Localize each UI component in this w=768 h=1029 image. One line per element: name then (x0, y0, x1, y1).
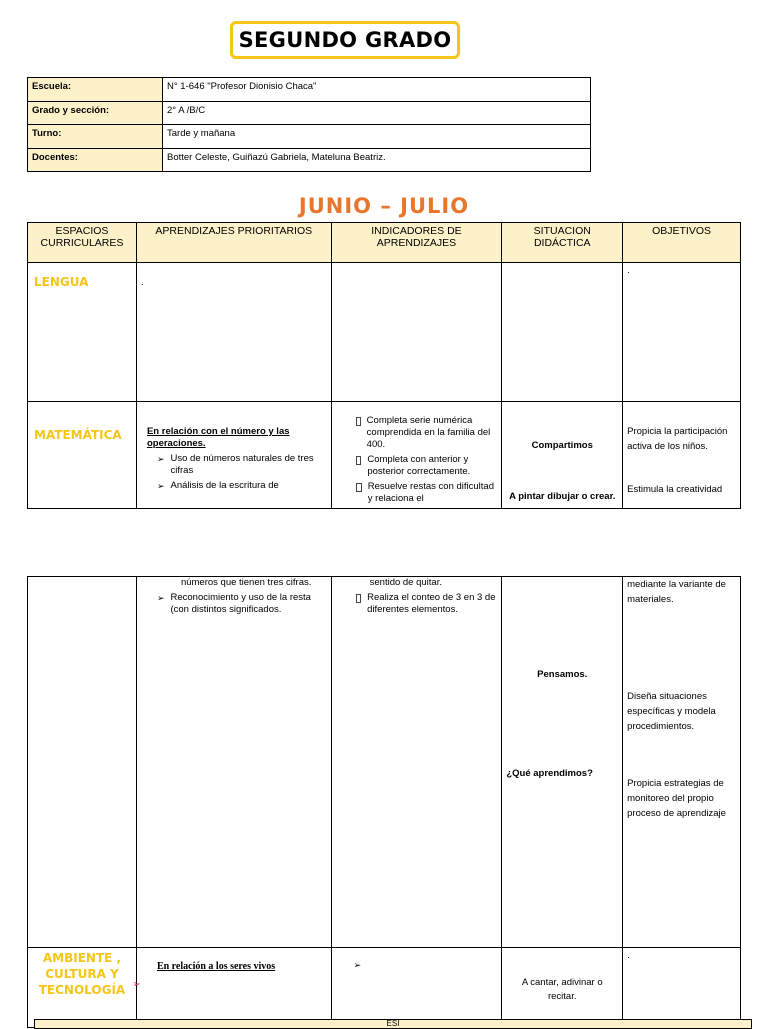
header-objetivos: OBJETIVOS (623, 223, 741, 263)
row-matematica-continued (28, 577, 741, 948)
pink-arrow-icon: ➢ (132, 979, 141, 990)
list-item: ➢ Uso de números naturales de tres cifras (156, 453, 314, 476)
subject-cell (28, 577, 137, 948)
info-label: Escuela: (28, 78, 163, 102)
objetivo-continued: mediante la variante de materiales. (627, 579, 726, 605)
objetivo-monitoreo: Propicia estrategias de monitoreo del propio proceso de aprendizaje (627, 778, 726, 819)
checkbox-bullet-icon (356, 417, 361, 426)
arrow-bullet-icon: ➢ (156, 481, 165, 491)
checkbox-bullet-icon (356, 594, 362, 603)
arrow-bullet-icon: ➢ (156, 454, 165, 464)
header-indicadores: INDICADORES DE APRENDIZAJES (331, 223, 502, 263)
list-item: Completa con anterior y posterior correctamente. (356, 454, 498, 478)
planning-table-continued (27, 576, 741, 1028)
header-espacios: ESPACIOS CURRICULARES (28, 223, 137, 263)
info-value: 2° A /B/C (163, 101, 591, 125)
list-item: Realiza el conteo de 3 en 3 de diferentes elementos. (356, 592, 498, 616)
situacion-pintar: A pintar dibujar o crear. (509, 491, 616, 502)
situacion-pensamos: Pensamos. (537, 669, 588, 680)
info-value: Tarde y mañana (163, 125, 591, 149)
matematica-situacion (502, 402, 623, 509)
esi-row-header: ESI (34, 1019, 752, 1029)
list-item: Completa serie numérica comprendida en la familia del 400. (356, 415, 498, 451)
info-value: Botter Celeste, Guiñazú Gabriela, Mateluna Beatriz. (163, 148, 591, 172)
continued-aprendizajes (136, 577, 331, 948)
lengua-indicadores (331, 263, 502, 402)
continued-situacion (502, 577, 623, 948)
info-row-docentes (28, 148, 591, 172)
info-label: Turno: (28, 125, 163, 149)
header-situacion: SITUACION DIDÁCTICA (502, 223, 623, 263)
matematica-indicadores (331, 402, 502, 509)
matematica-objetivos (623, 402, 741, 509)
indicador-continued: sentido de quitar. (369, 577, 442, 588)
subject-lengua: LENGUA (34, 275, 89, 289)
ambiente-objetivos: . (623, 948, 741, 1028)
header-row (28, 223, 741, 263)
arrow-bullet-icon: ➢ (353, 960, 362, 970)
info-value: N° 1-646 "Profesor Dionisio Chaca" (163, 78, 591, 102)
situacion-compartimos: Compartimos (531, 440, 593, 451)
situacion-que-aprendimos: ¿Qué aprendimos? (506, 768, 593, 779)
list-item: ➢ Análisis de la escritura de (156, 480, 279, 491)
checkbox-bullet-icon (356, 456, 362, 465)
list-item: Resuelve restas con dificultad y relaciona el (356, 481, 498, 505)
info-label: Grado y sección: (28, 101, 163, 125)
aprendizaje-continued: números que tienen tres cifras. (180, 577, 312, 588)
ambiente-heading: En relación a los seres vivos (156, 961, 276, 972)
ambiente-indicadores (331, 948, 502, 1028)
period-title: JUNIO – JULIO (298, 194, 470, 218)
ambiente-situacion: A cantar, adivinar o recitar. (502, 948, 623, 1028)
row-ambiente (28, 948, 741, 1028)
matematica-aprendizajes (136, 402, 331, 509)
continued-objetivos (623, 577, 741, 948)
subject-matematica: MATEMÁTICA (34, 428, 122, 442)
subject-cell (28, 402, 137, 509)
objetivo-disena: Diseña situaciones específicas y modela procedimientos. (627, 691, 716, 732)
checkbox-bullet-icon (356, 483, 362, 492)
list-item: ➢ Reconocimiento y uso de la resta (con distintos significados. (156, 592, 311, 615)
school-info-table (27, 77, 591, 172)
objetivo-participacion: Propicia la participación activa de los niños. (627, 426, 728, 452)
continued-indicadores (331, 577, 502, 948)
objetivo-creatividad: Estimula la creatividad (627, 484, 723, 495)
lengua-situacion (502, 263, 623, 402)
subject-cell (28, 263, 137, 402)
ambiente-aprendizajes (136, 948, 331, 1028)
matematica-heading: En relación con el número y las operaciones. (146, 426, 290, 449)
info-label: Docentes: (28, 148, 163, 172)
info-row-turno (28, 125, 591, 149)
info-row-escuela (28, 78, 591, 102)
info-row-grado (28, 101, 591, 125)
lengua-objetivos: . (623, 263, 741, 402)
arrow-bullet-icon: ➢ (156, 593, 165, 603)
lengua-aprendizajes: . (136, 263, 331, 402)
header-aprendizajes: APRENDIZAJES PRIORITARIOS (136, 223, 331, 263)
subject-cell (28, 948, 141, 1028)
row-matematica (28, 402, 741, 509)
subject-ambiente: AMBIENTE , CULTURA Y TECNOLOGÍA (38, 951, 126, 997)
page-title: SEGUNDO GRADO (230, 21, 460, 59)
row-lengua (28, 263, 741, 402)
planning-table (27, 222, 741, 509)
